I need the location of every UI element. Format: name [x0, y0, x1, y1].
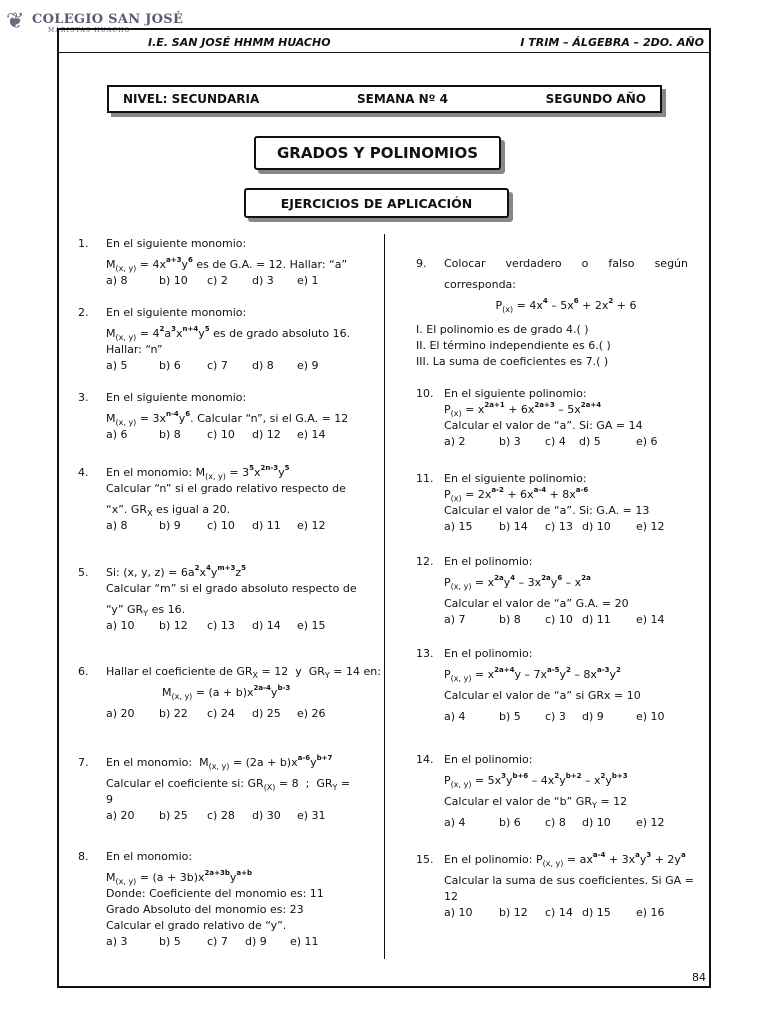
- exercise-intro: En el monomio: $M_{(x, y)} = (2a + b)x^{a-6}y^{b+7}$: [106, 754, 333, 771]
- exercise-number: 9.: [416, 257, 427, 270]
- option: b) 9: [159, 519, 181, 532]
- exercise-intro-cont: corresponda:: [444, 278, 516, 291]
- option: b) 10: [159, 274, 188, 287]
- exercise-intro: En el polinomio: $P_{(x, y)} = ax^{a-4} + 3x^ay^3 + 2y^a$: [444, 851, 686, 868]
- exercise-line: Calcular el valor de “a” si GRx = 10: [444, 689, 641, 702]
- option: b) 12: [159, 619, 188, 632]
- option: e) 14: [297, 428, 326, 441]
- options-row: [106, 273, 347, 289]
- exercise-number: 2.: [78, 306, 89, 319]
- options-row: [106, 934, 324, 950]
- option: a) 10: [106, 619, 135, 632]
- header-rule: [57, 52, 711, 53]
- exercise-number: 4.: [78, 466, 89, 479]
- option: a) 7: [444, 613, 466, 626]
- exercise-statement: $M_{(x, y)} = (a + b)x^{2a-4}y^{b-3}$: [162, 684, 291, 701]
- option: d) 11: [582, 613, 611, 626]
- option: d) 25: [252, 707, 281, 720]
- page-number: 84: [692, 971, 706, 984]
- true-false-item: II. El término independiente es 6.( ): [416, 339, 611, 352]
- week-label: SEMANA Nº 4: [357, 92, 448, 106]
- header-left: I.E. SAN JOSÉ HHMM HUACHO: [148, 36, 331, 49]
- exercise-line: Calcular el grado relativo de “y”.: [106, 919, 287, 932]
- true-false-item: III. La suma de coeficientes es 7.( ): [416, 355, 609, 368]
- exercise-intro: En el monomio:: [106, 850, 193, 863]
- option: d) 9: [245, 935, 267, 948]
- option: e) 11: [290, 935, 319, 948]
- exercise-number: 12.: [416, 555, 434, 568]
- option: e) 12: [636, 520, 665, 533]
- exercise-number: 14.: [416, 753, 434, 766]
- option: b) 8: [499, 613, 521, 626]
- option: a) 3: [106, 935, 128, 948]
- exercise-line: “y” $GR_Y$ es 16.: [106, 603, 186, 618]
- option: a) 20: [106, 809, 135, 822]
- options-row: [106, 618, 357, 634]
- option: b) 25: [159, 809, 188, 822]
- exercise-number: 6.: [78, 665, 89, 678]
- option: c) 10: [545, 613, 573, 626]
- option: a) 20: [106, 707, 135, 720]
- option: c) 3: [545, 710, 566, 723]
- exercise-line: “x”. $GR_X$ es igual a 20.: [106, 503, 231, 518]
- option: b) 3: [499, 435, 521, 448]
- option: c) 13: [207, 619, 235, 632]
- exercise-intro: En el polinomio:: [444, 555, 533, 568]
- exercise-line: Calcular el valor de “b” $GR_Y = 12$: [444, 795, 628, 810]
- option: d) 30: [252, 809, 281, 822]
- options-row: [444, 612, 665, 628]
- option: e) 9: [297, 359, 319, 372]
- exercise-statement: $P_{(x)} = 4x^4 - 5x^6 + 2x^2 + 6$: [495, 297, 637, 314]
- option: e) 15: [297, 619, 326, 632]
- option: a) 4: [444, 816, 466, 829]
- options-row: [444, 905, 694, 921]
- options-row: [106, 706, 381, 722]
- option: e) 12: [297, 519, 326, 532]
- exercise-intro: En el siguiente polinomio:: [444, 387, 587, 400]
- option: e) 10: [636, 710, 665, 723]
- options-row: [106, 518, 346, 534]
- option: c) 8: [545, 816, 566, 829]
- exercise-line: Calcular “m” si el grado absoluto respecto de: [106, 582, 357, 595]
- option: e) 14: [636, 613, 665, 626]
- option: c) 10: [207, 519, 235, 532]
- exercise-line: Calcular el coeficiente si: $GR_{(X)} = 8$ ; $GR_Y$ =: [106, 777, 351, 792]
- exercise-intro: En el polinomio:: [444, 647, 533, 660]
- option: a) 5: [106, 359, 128, 372]
- exercise-statement: $P_{(x)} = x^{2a+1} + 6x^{2a+3} - 5x^{2a+4}$: [444, 401, 602, 418]
- exercise-intro: Si: (x, y, $z) = 6a^2x^4y^{m+3}z^5$: [106, 564, 247, 579]
- option: d) 10: [582, 816, 611, 829]
- exercise-line: Calcular el valor de “a”. Si: G.A. = 13: [444, 504, 650, 517]
- exercise-intro: Colocar verdadero o falso según: [444, 257, 688, 270]
- option: e) 31: [297, 809, 326, 822]
- option: b) 12: [499, 906, 528, 919]
- option: b) 6: [499, 816, 521, 829]
- option: c) 10: [207, 428, 235, 441]
- option: d) 15: [582, 906, 611, 919]
- option: a) 15: [444, 520, 473, 533]
- exercise-statement: $M_{(x, y)} = 4^2a^3x^{n+4}y^5$ es de grado absoluto 16.: [106, 325, 351, 342]
- exercise-number: 13.: [416, 647, 434, 660]
- option: a) 4: [444, 710, 466, 723]
- option: d) 12: [252, 428, 281, 441]
- exercise-intro: En el siguiente monomio:: [106, 306, 247, 319]
- exercise-intro: En el polinomio:: [444, 753, 533, 766]
- exercise-statement: $M_{(x, y)} = 3x^{n-4}y^6$. Calcular “n”, si el G.A. = 12: [106, 410, 349, 427]
- option: c) 2: [207, 274, 228, 287]
- exercise-line: Donde: Coeficiente del monomio es: 11: [106, 887, 324, 900]
- exercise-intro: En el siguiente monomio:: [106, 391, 247, 404]
- option: a) 8: [106, 519, 128, 532]
- option: a) 8: [106, 274, 128, 287]
- exercise-extra: Hallar: “n”: [106, 343, 163, 356]
- options-row: [444, 709, 665, 725]
- exercise-statement: $M_{(x, y)} = 4x^{a+3}y^6$ es de G.A. = 12. Hallar: “a”: [106, 256, 348, 273]
- option: b) 5: [159, 935, 181, 948]
- exercise-number: 15.: [416, 853, 434, 866]
- option: b) 8: [159, 428, 181, 441]
- option: c) 14: [545, 906, 573, 919]
- true-false-item: I. El polinomio es de grado 4.( ): [416, 323, 589, 336]
- option: c) 7: [207, 935, 228, 948]
- level-label: NIVEL: SECUNDARIA: [123, 92, 260, 106]
- options-row: [106, 358, 350, 374]
- option: a) 6: [106, 428, 128, 441]
- option: c) 24: [207, 707, 235, 720]
- exercise-number: 1.: [78, 237, 89, 250]
- logo-subtitle: MARISTAS HUACHO: [48, 27, 131, 34]
- option: c) 7: [207, 359, 228, 372]
- option: d) 11: [252, 519, 281, 532]
- school-emblem-icon: ❦: [6, 9, 25, 34]
- exercise-intro: En el siguiente polinomio:: [444, 472, 587, 485]
- exercise-number: 7.: [78, 756, 89, 769]
- header-right: I TRIM – ÁLGEBRA – 2DO. AÑO: [520, 36, 704, 49]
- option: b) 6: [159, 359, 181, 372]
- exercise-line: Calcular “n” si el grado relativo respecto de: [106, 482, 346, 495]
- exercise-intro: En el monomio: $M_{(x, y)} = 3^5x^{2n-3}y^5$: [106, 464, 290, 481]
- option: b) 14: [499, 520, 528, 533]
- exercise-line: 12: [444, 890, 458, 903]
- option: d) 14: [252, 619, 281, 632]
- option: e) 1: [297, 274, 319, 287]
- exercise-intro: En el siguiente monomio:: [106, 237, 247, 250]
- option: b) 5: [499, 710, 521, 723]
- option: a) 2: [444, 435, 466, 448]
- exercise-intro: Hallar el coeficiente de $GR_X = 12$ y $GR_Y = 14$ en:: [106, 665, 381, 680]
- section-subtitle: EJERCICIOS DE APLICACIÓN: [244, 188, 509, 218]
- options-row: [444, 519, 665, 535]
- exercise-line: Grado Absoluto del monomio es: 23: [106, 903, 304, 916]
- option: e) 6: [636, 435, 658, 448]
- option: e) 12: [636, 816, 665, 829]
- options-row: [444, 434, 658, 450]
- options-row: [106, 808, 350, 824]
- exercise-statement: $P_{(x, y)} = 5x^3y^{b+6} - 4x^2y^{b+2} - x^2y^{b+3}$: [444, 772, 628, 789]
- grade-label: SEGUNDO AÑO: [545, 92, 646, 106]
- exercise-number: 3.: [78, 391, 89, 404]
- exercise-line: 9: [106, 793, 113, 806]
- option: e) 16: [636, 906, 665, 919]
- logo-name: COLEGIO SAN JOSÉ: [32, 12, 184, 27]
- option: c) 4: [545, 435, 566, 448]
- exercise-statement: $P_{(x, y)} = x^{2a+4}y - 7x^{a-5}y^2 - 8x^{a-3}y^2$: [444, 666, 621, 683]
- exercise-line: Calcular el valor de “a” G.A. = 20: [444, 597, 629, 610]
- column-divider: [384, 234, 385, 959]
- option: d) 5: [579, 435, 601, 448]
- exercise-number: 10.: [416, 387, 434, 400]
- option: d) 8: [252, 359, 274, 372]
- exercise-line: Calcular el valor de “a”. Si: GA = 14: [444, 419, 643, 432]
- page-title: GRADOS Y POLINOMIOS: [254, 136, 501, 170]
- level-box: [107, 85, 662, 113]
- exercise-statement: $M_{(x, y)} = (a + 3b)x^{2a+3b}y^{a+b}$: [106, 869, 252, 886]
- option: a) 10: [444, 906, 473, 919]
- exercise-line: Calcular la suma de sus coeficientes. Si GA =: [444, 874, 694, 887]
- exercise-number: 8.: [78, 850, 89, 863]
- exercise-number: 11.: [416, 472, 434, 485]
- option: c) 13: [545, 520, 573, 533]
- option: b) 22: [159, 707, 188, 720]
- exercise-statement: $P_{(x, y)} = x^{2a}y^4 - 3x^{2a}y^6 - x^{2a}$: [444, 574, 591, 591]
- option: d) 9: [582, 710, 604, 723]
- options-row: [444, 815, 665, 831]
- option: e) 26: [297, 707, 326, 720]
- options-row: [106, 427, 348, 443]
- option: c) 28: [207, 809, 235, 822]
- option: d) 10: [582, 520, 611, 533]
- option: d) 3: [252, 274, 274, 287]
- exercise-statement: $P_{(x)} = 2x^{a-2} + 6x^{a-4} + 8x^{a-6}$: [444, 486, 589, 503]
- exercise-number: 5.: [78, 566, 89, 579]
